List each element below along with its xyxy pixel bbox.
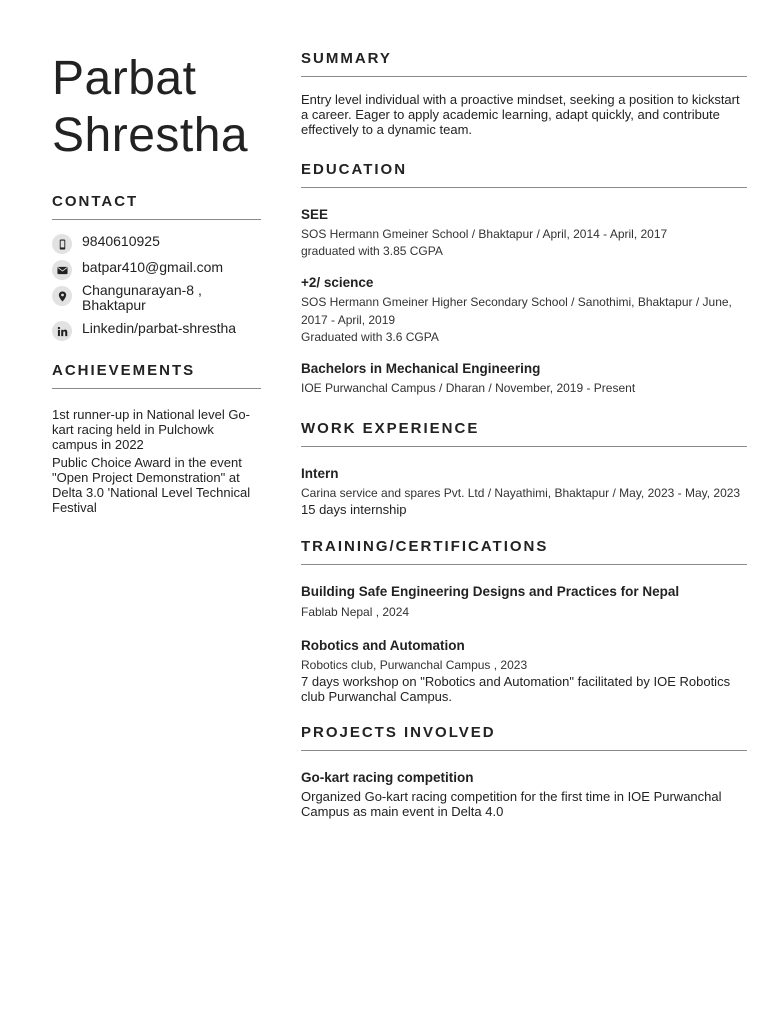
education-details: IOE Purwanchal Campus / Dharan / November, 2019 - Present bbox=[301, 381, 636, 395]
linkedin-icon bbox=[52, 321, 72, 341]
summary-title: SUMMARY bbox=[301, 50, 392, 67]
education-note: Graduated with 3.6 CGPA bbox=[301, 330, 439, 344]
training-section bbox=[301, 538, 747, 704]
left-column bbox=[52, 50, 261, 515]
location-pin-icon bbox=[52, 286, 72, 306]
education-details: SOS Hermann Gmeiner School / Bhaktapur / April, 2014 - April, 2017 bbox=[301, 227, 668, 241]
contact-section-header bbox=[52, 193, 261, 220]
work-section bbox=[301, 420, 747, 517]
address-line2: Bhaktapur bbox=[82, 297, 146, 313]
training-name: Robotics and Automation bbox=[301, 638, 465, 653]
education-title: EDUCATION bbox=[301, 161, 408, 178]
candidate-name bbox=[52, 50, 261, 164]
phone-icon bbox=[52, 234, 72, 254]
first-name: Parbat bbox=[52, 52, 197, 105]
divider bbox=[301, 564, 747, 565]
training-title: TRAINING/CERTIFICATIONS bbox=[301, 538, 549, 555]
education-details: SOS Hermann Gmeiner Higher Secondary School / Sanothimi, Bhaktapur / June, 2017 - April, 2019 bbox=[301, 295, 732, 327]
education-entry bbox=[301, 361, 747, 397]
contact-phone bbox=[52, 234, 261, 254]
training-details: Fablab Nepal , 2024 bbox=[301, 605, 410, 619]
divider bbox=[301, 187, 747, 188]
achievements-list bbox=[52, 407, 261, 518]
summary-section bbox=[301, 50, 747, 137]
education-entry bbox=[301, 207, 747, 260]
training-details: Robotics club, Purwanchal Campus , 2023 bbox=[301, 658, 528, 672]
address bbox=[82, 283, 202, 313]
work-title: WORK EXPERIENCE bbox=[301, 420, 480, 437]
education-entry bbox=[301, 275, 747, 346]
email-icon bbox=[52, 260, 72, 280]
achievement-item: 1st runner-up in National level Go-kart racing held in Pulchowk campus in 2022 bbox=[52, 407, 250, 452]
address-line1: Changunarayan-8 , bbox=[82, 282, 202, 298]
achievement-item: Public Choice Award in the event "Open Project Demonstration" at Delta 3.0 'National Level Technical Festival bbox=[52, 455, 251, 515]
education-note: graduated with 3.85 CGPA bbox=[301, 244, 443, 258]
project-entry bbox=[301, 770, 747, 819]
contact-email bbox=[52, 260, 261, 280]
project-name: Go-kart racing competition bbox=[301, 770, 474, 785]
contact-address bbox=[52, 283, 261, 313]
degree: SEE bbox=[301, 207, 329, 222]
phone-number: 9840610925 bbox=[82, 233, 160, 249]
projects-title: PROJECTS INVOLVED bbox=[301, 724, 496, 741]
work-entry bbox=[301, 466, 747, 517]
training-entry bbox=[301, 638, 747, 704]
email-link[interactable]: batpar410@gmail.com bbox=[82, 259, 224, 275]
training-entry bbox=[301, 584, 747, 621]
divider bbox=[301, 76, 747, 77]
divider bbox=[52, 219, 261, 220]
divider bbox=[301, 750, 747, 751]
training-name: Building Safe Engineering Designs and Practices for Nepal bbox=[301, 584, 680, 599]
linkedin-link[interactable]: Linkedin/parbat-shrestha bbox=[82, 320, 237, 336]
divider bbox=[301, 446, 747, 447]
last-name: Shrestha bbox=[52, 109, 249, 162]
summary-text: Entry level individual with a proactive mindset, seeking a position to kickstart a career. Eager to apply academic learning, adapt quickly, and contribute effectively to a dynamic team. bbox=[301, 92, 740, 137]
contact-linkedin bbox=[52, 321, 261, 341]
contact-title: CONTACT bbox=[52, 193, 139, 210]
job-note: 15 days internship bbox=[301, 502, 407, 517]
divider bbox=[52, 388, 261, 389]
degree: Bachelors in Mechanical Engineering bbox=[301, 361, 541, 376]
projects-section bbox=[301, 724, 747, 819]
achievements-title: ACHIEVEMENTS bbox=[52, 362, 196, 379]
training-note: 7 days workshop on "Robotics and Automation" facilitated by IOE Robotics club Purwanchal Campus. bbox=[301, 674, 731, 704]
achievements-section-header bbox=[52, 362, 261, 389]
education-section bbox=[301, 161, 747, 397]
job-details: Carina service and spares Pvt. Ltd / Nayathimi, Bhaktapur / May, 2023 - May, 2023 bbox=[301, 486, 741, 500]
job-role: Intern bbox=[301, 466, 339, 481]
project-note: Organized Go-kart racing competition for the first time in IOE Purwanchal Campus as main event in Delta 4.0 bbox=[301, 789, 722, 819]
degree: +2/ science bbox=[301, 275, 374, 290]
